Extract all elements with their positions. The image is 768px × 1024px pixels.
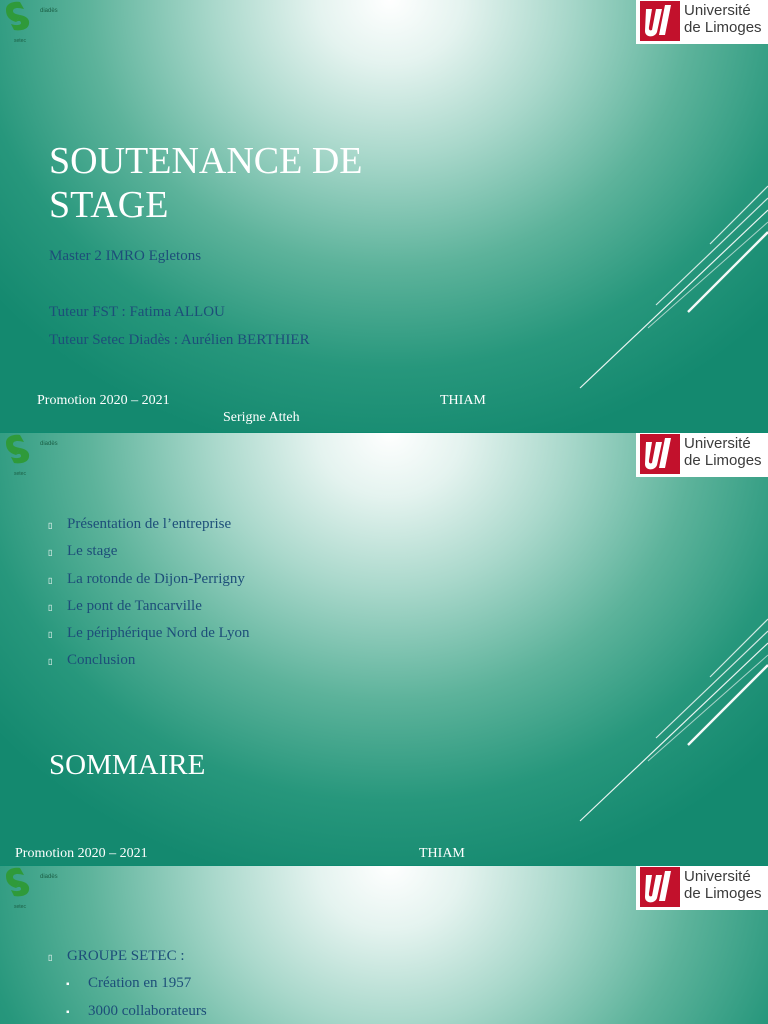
limoges-wordmark: de Limoges (684, 885, 762, 902)
limoges-wordmark: de Limoges (684, 452, 762, 469)
list-item: ▯ Conclusion (48, 650, 249, 677)
slide-company (0, 866, 768, 1024)
footer-promotion: Promotion 2020 – 2021 (37, 393, 170, 408)
diades-wordmark: diadès (40, 8, 58, 14)
footer-last-name: THIAM (419, 846, 465, 861)
square-bullet-icon: ▯ (48, 953, 53, 962)
title-line-1: SOUTENANCE DE (49, 140, 363, 182)
decorative-lines (560, 170, 768, 410)
list-item: ▪ 3000 collaborateurs (48, 1001, 207, 1024)
universite-wordmark: Université (684, 435, 751, 452)
diades-wordmark: diadès (40, 874, 58, 880)
footer-promotion: Promotion 2020 – 2021 (15, 846, 148, 861)
slide-summary (0, 433, 768, 865)
ul-monogram-icon (640, 1, 680, 41)
tutor-fst: Tuteur FST : Fatima ALLOU (49, 304, 225, 320)
square-bullet-icon: ▯ (48, 630, 53, 640)
universite-wordmark: Université (684, 2, 751, 19)
summary-title: SOMMAIRE (49, 749, 206, 781)
program-name: Master 2 IMRO Egletons (49, 248, 202, 264)
setec-logo-icon (2, 433, 34, 465)
setec-wordmark: setec (14, 38, 26, 44)
setec-diades-logo (2, 866, 82, 914)
footer-first-name: Serigne Atteh (223, 410, 300, 425)
universite-limoges-logo (636, 0, 768, 44)
universite-wordmark: Université (684, 868, 751, 885)
ul-monogram-icon (640, 867, 680, 907)
diades-wordmark: diadès (40, 441, 58, 447)
square-bullet-icon: ▯ (48, 521, 53, 530)
list-item: ▪ Création en 1957 (48, 973, 207, 1000)
list-item: ▯ Le périphérique Nord de Lyon (48, 623, 249, 650)
tutor-setec: Tuteur Setec Diadès : Aurélien BERTHIER (49, 332, 310, 348)
slide-title (0, 0, 768, 432)
square-bullet-icon: ▯ (48, 657, 53, 667)
setec-diades-logo (2, 433, 82, 481)
list-item: ▯ La rotonde de Dijon-Perrigny (48, 569, 249, 596)
summary-list (48, 514, 249, 678)
presentation-title (49, 139, 362, 227)
company-list (48, 946, 207, 1024)
list-item: ▯ Le stage (48, 541, 249, 568)
universite-limoges-logo (636, 433, 768, 477)
square-bullet-icon: ▯ (48, 575, 53, 585)
square-bullet-icon: ▯ (48, 602, 53, 612)
limoges-wordmark: de Limoges (684, 19, 762, 36)
list-item: ▯ Présentation de l’entreprise (48, 514, 249, 541)
decorative-lines (560, 603, 768, 843)
setec-wordmark: setec (14, 471, 26, 477)
setec-wordmark: setec (14, 904, 26, 910)
square-bullet-icon: ▯ (48, 548, 53, 558)
list-item: ▯ Le pont de Tancarville (48, 596, 249, 623)
footer-last-name: THIAM (440, 393, 486, 408)
setec-diades-logo (2, 0, 82, 48)
setec-logo-icon (2, 866, 34, 898)
dot-bullet-icon: ▪ (66, 1006, 70, 1018)
ul-monogram-icon (640, 434, 680, 474)
universite-limoges-logo (636, 866, 768, 910)
setec-logo-icon (2, 0, 34, 32)
title-line-2: STAGE (49, 184, 169, 226)
list-item: ▯ GROUPE SETEC : (48, 946, 207, 973)
dot-bullet-icon: ▪ (66, 979, 70, 991)
